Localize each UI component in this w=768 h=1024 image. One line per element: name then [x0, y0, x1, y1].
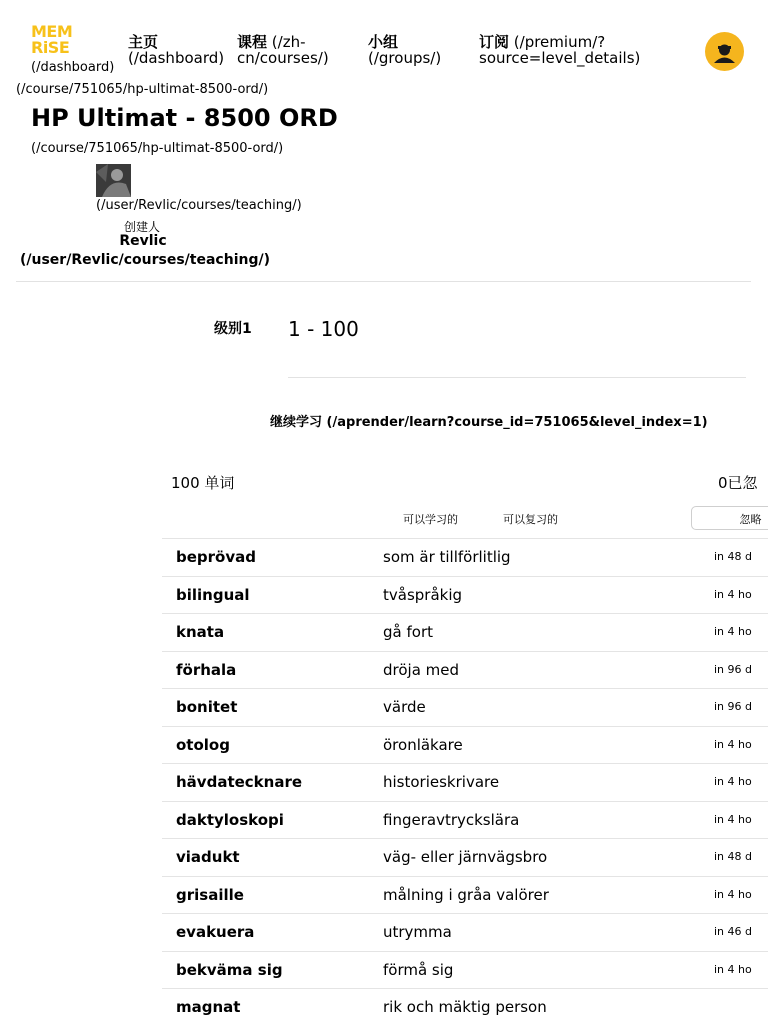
logo-line-1: MEM: [31, 22, 73, 41]
review-timer: in 46 d: [714, 925, 753, 938]
word-text: beprövad: [176, 548, 256, 566]
word-text: otolog: [176, 735, 230, 754]
continue-learning-link[interactable]: [270, 411, 708, 430]
word-definition: gå fort: [383, 623, 433, 641]
word-definition: historieskrivare: [383, 773, 500, 791]
word-text: magnat: [176, 998, 241, 1016]
word-text: bekväma sig: [176, 960, 283, 979]
creator-name-href: (/user/Revlic/courses/teaching/): [20, 252, 270, 268]
word-table: [162, 538, 768, 1024]
nav-courses-label: 课程: [237, 33, 268, 51]
review-timer: in 4 ho: [714, 812, 752, 826]
review-timer: in 4 ho: [714, 625, 752, 638]
nav-premium-href: (/premium/?source=level_details): [479, 33, 641, 67]
continue-learning-label: 继续学习: [270, 415, 323, 430]
word-text: grisaille: [176, 885, 244, 904]
level-label: 级别1: [214, 321, 252, 337]
table-row[interactable]: [162, 801, 768, 839]
word-definition: tvåspråkig: [383, 585, 463, 604]
word-definition: som är tillförlitlig: [383, 548, 511, 566]
review-timer: in 48 d: [714, 550, 753, 563]
table-row[interactable]: [162, 688, 768, 726]
creator-avatar-href[interactable]: (/user/Revlic/courses/teaching/): [96, 198, 302, 213]
user-silhouette-icon: [705, 32, 744, 71]
nav-groups-href: (/groups/): [368, 49, 442, 67]
review-timer: in 4 ho: [714, 962, 752, 976]
nav-home-link[interactable]: [128, 34, 228, 66]
word-text: bilingual: [176, 585, 250, 604]
table-row[interactable]: [162, 988, 768, 1024]
word-definition: utrymma: [383, 923, 452, 941]
nav-premium-label: 订阅: [479, 33, 510, 51]
nav-groups-label: 小组: [368, 33, 399, 51]
word-text: förhala: [176, 660, 237, 679]
review-timer: in 4 ho: [714, 737, 752, 751]
word-text: evakuera: [176, 923, 255, 941]
creator-role-label: 创建人: [124, 220, 161, 234]
nav-groups-link[interactable]: [368, 34, 458, 66]
level-range: 1 - 100: [288, 317, 359, 341]
word-count: 100 单词: [171, 474, 235, 492]
course-title-href[interactable]: (/course/751065/hp-ultimat-8500-ord/): [31, 141, 284, 156]
nav-courses-href: (/zh-cn/courses/): [237, 33, 329, 67]
word-text: daktyloskopi: [176, 810, 284, 829]
table-row[interactable]: [162, 838, 768, 876]
creator-name: Revlic: [119, 233, 167, 249]
table-row[interactable]: [162, 876, 768, 914]
review-timer: in 96 d: [714, 700, 753, 713]
filter-reviewable[interactable]: 可以复习的: [503, 513, 558, 526]
review-timer: in 4 ho: [714, 887, 752, 901]
word-definition: väg- eller järnvägsbro: [383, 848, 548, 866]
word-text: viadukt: [176, 848, 240, 866]
header-divider: [16, 281, 751, 282]
review-timer: in 96 d: [714, 662, 753, 676]
word-text: hävdatecknare: [176, 773, 303, 791]
creator-name-link[interactable]: [20, 232, 270, 270]
ignored-count: 0已忽: [718, 474, 758, 492]
filter-learnable[interactable]: 可以学习的: [403, 513, 458, 526]
word-definition: värde: [383, 698, 426, 716]
word-text: knata: [176, 623, 225, 641]
word-definition: öronläkare: [383, 735, 463, 754]
word-definition: rik och mäktig person: [383, 998, 547, 1016]
nav-courses-link[interactable]: [237, 34, 349, 66]
word-definition: förmå sig: [383, 960, 454, 979]
table-row[interactable]: [162, 726, 768, 764]
user-avatar[interactable]: [705, 32, 744, 71]
word-text: bonitet: [176, 698, 238, 716]
word-definition: dröja med: [383, 660, 460, 679]
review-timer: in 4 ho: [714, 775, 752, 788]
table-row[interactable]: [162, 613, 768, 651]
review-timer: in 4 ho: [714, 587, 752, 601]
table-row[interactable]: [162, 913, 768, 951]
continue-learning-href: (/aprender/learn?course_id=751065&level_index=1): [326, 415, 708, 430]
logo-link-href[interactable]: (/dashboard): [31, 60, 115, 75]
logo-line-2: RiSE: [31, 38, 70, 57]
table-row[interactable]: [162, 763, 768, 801]
review-timer: in 48 d: [714, 850, 753, 863]
breadcrumb-course-link[interactable]: (/course/751065/hp-ultimat-8500-ord/): [16, 82, 269, 97]
nav-home-href: (/dashboard): [128, 49, 225, 67]
table-row[interactable]: [162, 951, 768, 989]
table-row[interactable]: [162, 538, 768, 576]
word-definition: målning i gråa valörer: [383, 885, 549, 904]
table-row[interactable]: [162, 651, 768, 689]
word-definition: fingeravtryckslära: [383, 810, 520, 829]
course-title[interactable]: HP Ultimat - 8500 ORD: [31, 104, 338, 132]
nav-home-label: 主页: [128, 33, 159, 51]
creator-photo-icon: [96, 164, 131, 197]
level-divider: [288, 377, 746, 378]
nav-premium-link[interactable]: [479, 34, 649, 66]
creator-avatar[interactable]: [96, 164, 131, 197]
ignore-button[interactable]: 忽略: [691, 506, 768, 530]
memrise-logo[interactable]: [31, 24, 73, 56]
table-row[interactable]: [162, 576, 768, 614]
